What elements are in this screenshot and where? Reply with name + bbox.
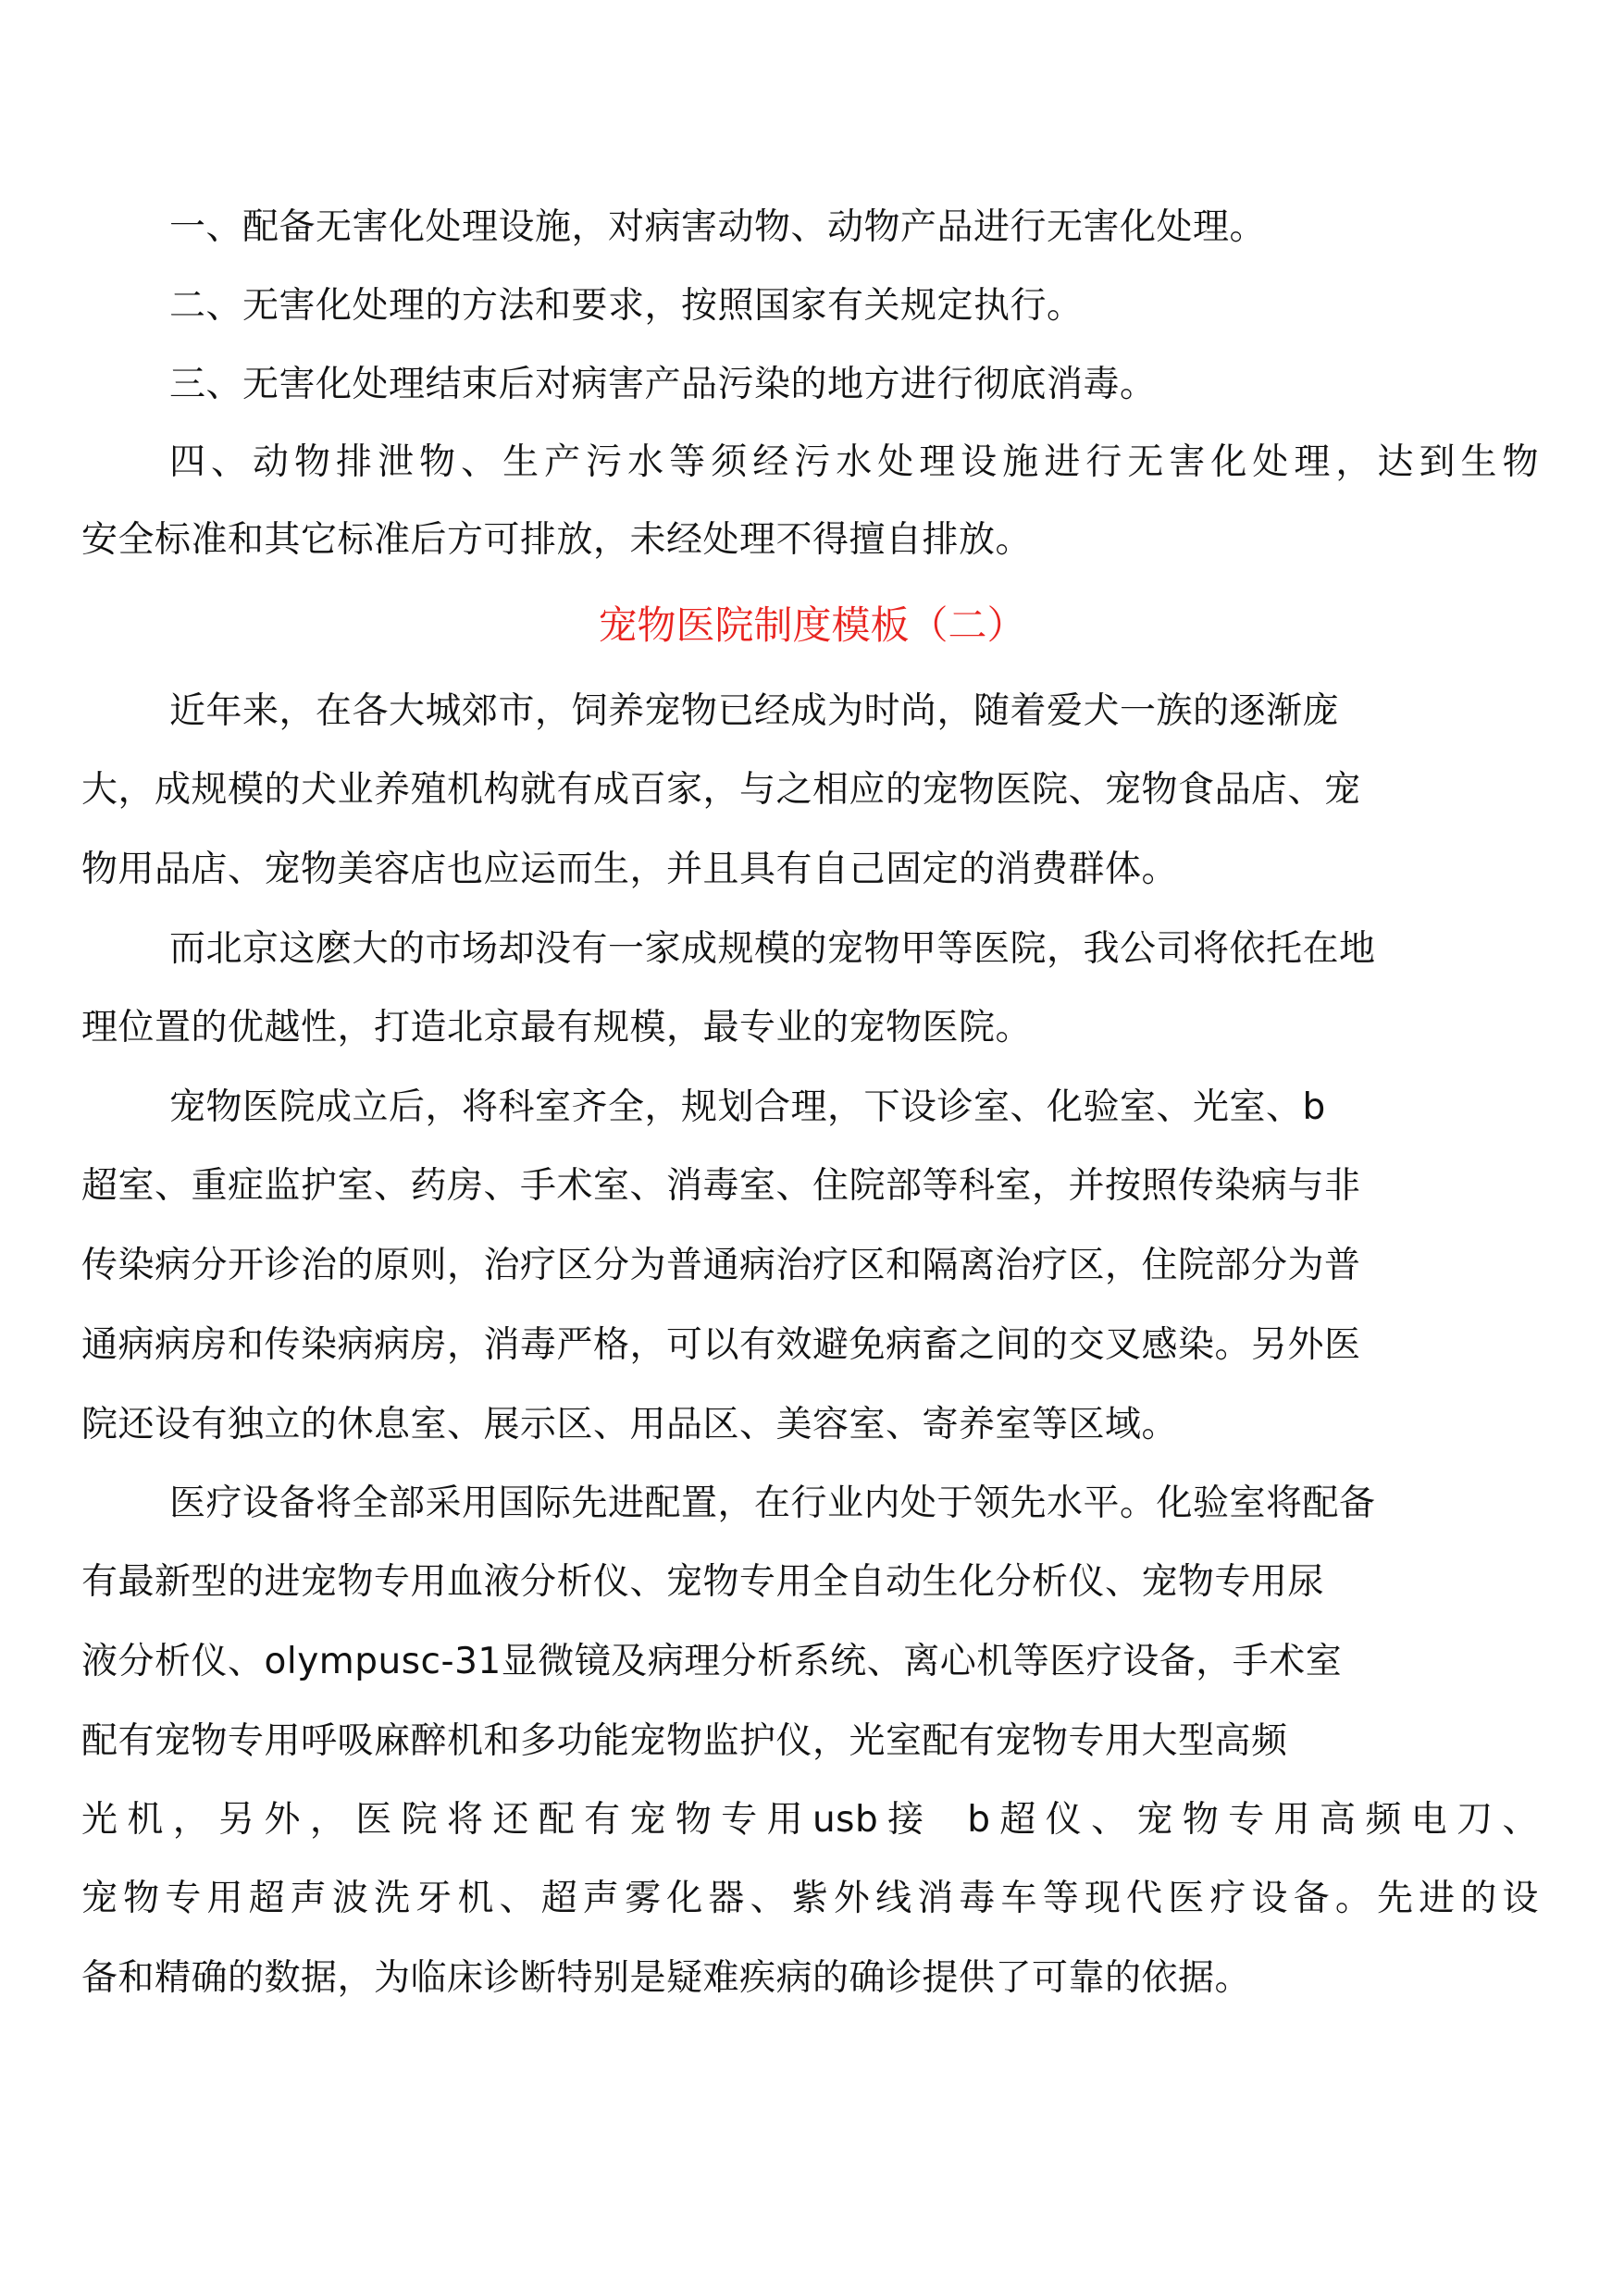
rule-item-2: 二、无害化处理的方法和要求，按照国家有关规定执行。 — [169, 285, 1084, 327]
rule-item-1: 一、配备无害化处理设施，对病害动物、动物产品进行无害化处理。 — [169, 206, 1267, 248]
paragraph-3-line-3: 传染病分开诊治的原则，治疗区分为普通病治疗区和隔离治疗区，住院部分为普 — [81, 1245, 1361, 1286]
paragraph-3-line-2: 超室、重症监护室、药房、手术室、消毒室、住院部等科室，并按照传染病与非 — [81, 1165, 1361, 1207]
paragraph-4-line-7: 备和精确的数据，为临床诊断特别是疑难疾病的确诊提供了可靠的依据。 — [81, 1957, 1252, 1999]
paragraph-4-line-5: 光机，另外，医院将还配有宠物专用usb接 b超仪、宠物专用高频电刀、 — [81, 1799, 1539, 1841]
paragraph-4-line-3: 液分析仪、olympusc-31显微镜及病理分析系统、离心机等医疗设备，手术室 — [81, 1641, 1343, 1682]
paragraph-1-line-1: 近年来，在各大城郊市，饲养宠物已经成为时尚，随着爱犬一族的逐渐庞 — [169, 690, 1340, 732]
paragraph-1-line-3: 物用品店、宠物美容店也应运而生，并且具有自己固定的消费群体。 — [81, 849, 1179, 890]
paragraph-2-line-2: 理位置的优越性，打造北京最有规模，最专业的宠物医院。 — [81, 1007, 1033, 1048]
rule-item-4-line-1: 四、动物排泄物、生产污水等须经污水处理设施进行无害化处理，达到生物 — [169, 441, 1539, 483]
rule-item-4-line-2: 安全标准和其它标准后方可排放，未经处理不得擅自排放。 — [81, 519, 1033, 561]
paragraph-4-line-6: 宠物专用超声波洗牙机、超声雾化器、紫外线消毒车等现代医疗设备。先进的设 — [81, 1878, 1539, 1919]
rule-item-3: 三、无害化处理结束后对病害产品污染的地方进行彻底消毒。 — [169, 364, 1157, 405]
paragraph-1-line-2: 大，成规模的犬业养殖机构就有成百家，与之相应的宠物医院、宠物食品店、宠 — [81, 769, 1361, 811]
paragraph-4-line-2: 有最新型的进宠物专用血液分析仪、宠物专用全自动生化分析仪、宠物专用尿 — [81, 1561, 1325, 1603]
section-title: 宠物医院制度模板（二） — [598, 602, 1026, 648]
paragraph-3-line-5: 院还设有独立的休息室、展示区、用品区、美容室、寄养室等区域。 — [81, 1404, 1179, 1445]
paragraph-3-line-1: 宠物医院成立后，将科室齐全，规划合理，下设诊室、化验室、光室、b — [169, 1086, 1326, 1128]
paragraph-3-line-4: 通病病房和传染病病房，消毒严格，可以有效避免病畜之间的交叉感染。另外医 — [81, 1324, 1361, 1366]
paragraph-4-line-4: 配有宠物专用呼吸麻醉机和多功能宠物监护仪，光室配有宠物专用大型高频 — [81, 1720, 1288, 1762]
paragraph-2-line-1: 而北京这麽大的市场却没有一家成规模的宠物甲等医院，我公司将依托在地 — [169, 928, 1376, 970]
paragraph-4-line-1: 医疗设备将全部采用国际先进配置，在行业内处于领先水平。化验室将配备 — [169, 1482, 1376, 1524]
